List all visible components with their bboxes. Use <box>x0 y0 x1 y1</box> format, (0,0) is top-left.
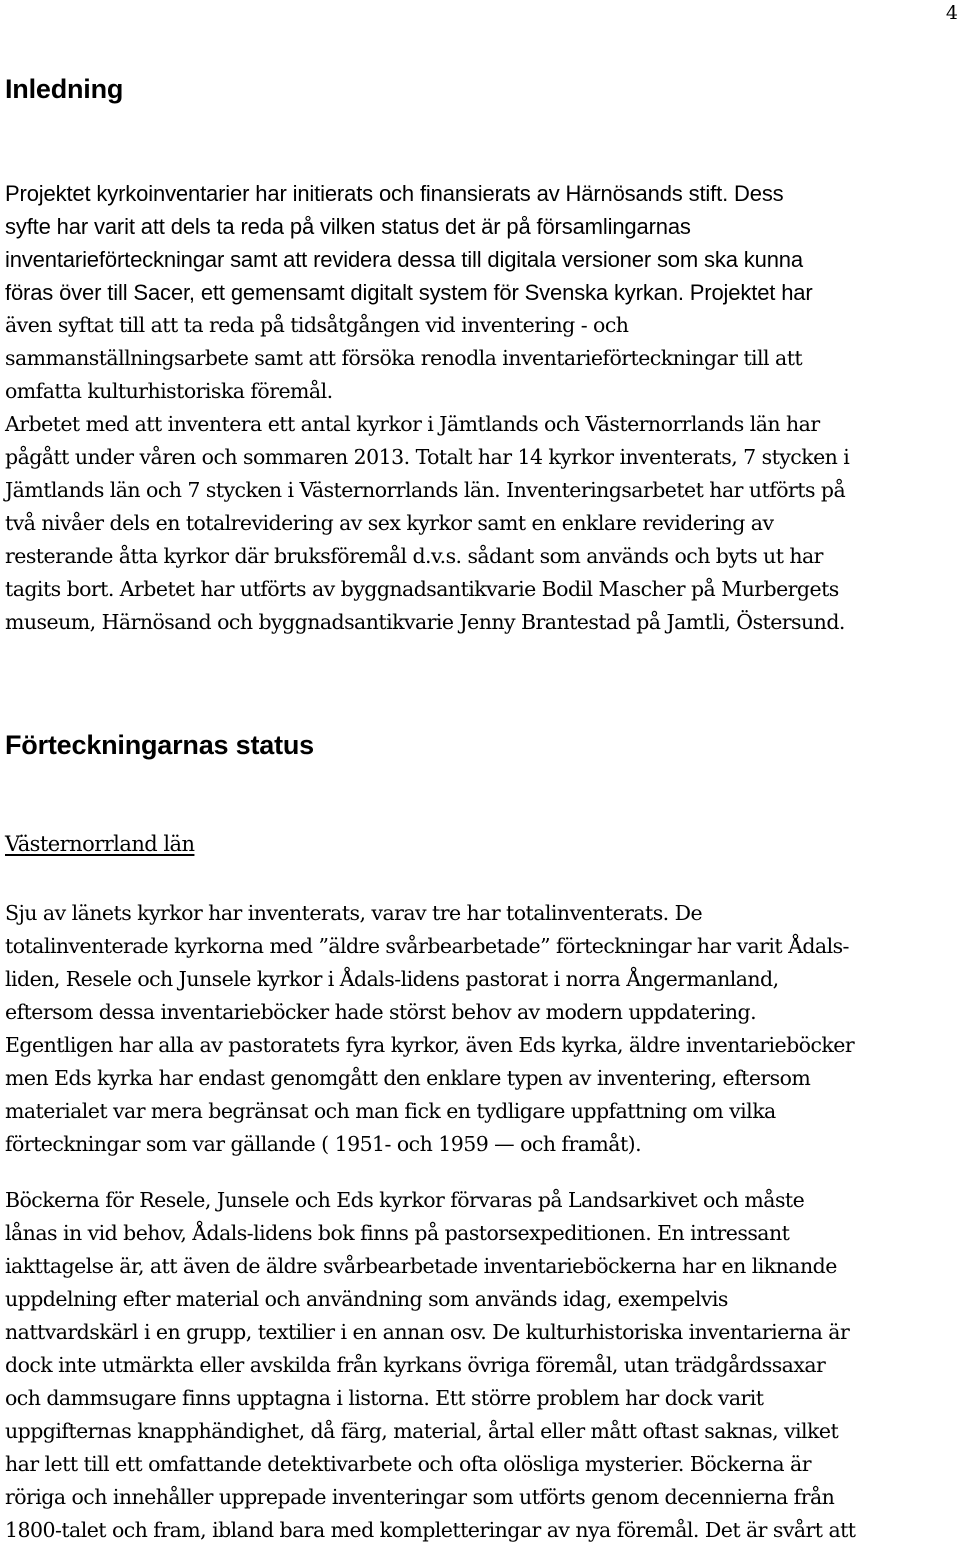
text-line: Projektet kyrkoinventarier har initierats och finansierats av Härnösands stift. Dess <box>5 181 784 206</box>
text-line: sammanställningsarbete samt att försöka renodla inventarieförteckningar till att <box>5 346 803 370</box>
text-line: liden, Resele och Junsele kyrkor i Ådals-lidens pastorat i norra Ångermanland, <box>5 967 779 991</box>
text-line: röriga och innehåller upprepade inventeringar som utförts genom decennierna från <box>5 1485 835 1509</box>
text-line: syfte har varit att dels ta reda på vilken status det är på församlingarnas <box>5 214 691 239</box>
text-line: eftersom dessa inventarieböcker hade störst behov av modern uppdatering. <box>5 1000 757 1024</box>
text-line: har lett till ett omfattande detektivarbete och ofta olösliga mysterier. Böckerna är <box>5 1452 811 1476</box>
text-line: Arbetet med att inventera ett antal kyrkor i Jämtlands och Västernorrlands län har <box>5 412 820 436</box>
status-paragraph-2 <box>5 1184 958 1547</box>
text-line: museum, Härnösand och byggnadsantikvarie Jenny Brantestad på Jamtli, Östersund. <box>5 610 845 634</box>
text-line: Böckerna för Resele, Junsele och Eds kyrkor förvaras på Landsarkivet och måste <box>5 1188 805 1212</box>
text-line: resterande åtta kyrkor där bruksföremål d.v.s. sådant som används och byts ut har <box>5 544 823 568</box>
text-line: pågått under våren och sommaren 2013. Totalt har 14 kyrkor inventerats, 7 stycken i <box>5 445 850 469</box>
introduction-heading: Inledning <box>5 74 124 104</box>
text-line: materialet var mera begränsat och man fick en tydligare uppfattning om vilka <box>5 1099 776 1123</box>
region-subheading: Västernorrland län <box>5 832 195 856</box>
introduction-paragraph <box>5 177 958 639</box>
text-line: omfatta kulturhistoriska föremål. <box>5 379 333 403</box>
text-line: uppgifternas knapphändighet, då färg, material, årtal eller mått oftast saknas, vilket <box>5 1419 839 1443</box>
text-line: tagits bort. Arbetet har utförts av byggnadsantikvarie Bodil Mascher på Murbergets <box>5 577 839 601</box>
text-line: två nivåer dels en totalrevidering av sex kyrkor samt en enklare revidering av <box>5 511 774 535</box>
text-line: totalinventerade kyrkorna med ”äldre svårbearbetade” förteckningar har varit Ådals- <box>5 934 849 958</box>
text-line: men Eds kyrka har endast genomgått den enklare typen av inventering, eftersom <box>5 1066 811 1090</box>
text-line: dock inte utmärkta eller avskilda från kyrkans övriga föremål, utan trädgårdssaxar <box>5 1353 826 1377</box>
text-line: Jämtlands län och 7 stycken i Västernorrlands län. Inventeringsarbetet har utförts på <box>5 478 846 502</box>
text-line: Egentligen har alla av pastoratets fyra kyrkor, även Eds kyrka, äldre inventarieböcker <box>5 1033 855 1057</box>
text-line: lånas in vid behov, Ådals-lidens bok finns på pastorsexpeditionen. En intressant <box>5 1221 790 1245</box>
status-paragraph-1 <box>5 897 958 1161</box>
text-line: nattvardskärl i en grupp, textilier i en annan osv. De kulturhistoriska inventarierna är <box>5 1320 850 1344</box>
text-line: även syftat till att ta reda på tidsåtgången vid inventering - och <box>5 313 629 337</box>
text-line: 1800-talet och fram, ibland bara med kompletteringar av nya föremål. Det är svårt att <box>5 1518 856 1542</box>
text-line: och dammsugare finns upptagna i listorna. Ett större problem har dock varit <box>5 1386 764 1410</box>
text-line: uppdelning efter material och användning som används idag, exempelvis <box>5 1287 728 1311</box>
text-line: inventarieförteckningar samt att revidera dessa till digitala versioner som ska kunna <box>5 247 803 272</box>
text-line: föras över till Sacer, ett gemensamt digitalt system för Svenska kyrkan. Projektet har <box>5 280 813 305</box>
text-line: iakttagelse är, att även de äldre svårbearbetade inventarieböckerna har en liknande <box>5 1254 837 1278</box>
page-number: 4 <box>945 2 958 24</box>
status-heading: Förteckningarnas status <box>5 730 314 760</box>
text-line: förteckningar som var gällande ( 1951- och 1959 — och framåt). <box>5 1132 642 1156</box>
text-line: Sju av länets kyrkor har inventerats, varav tre har totalinventerats. De <box>5 901 703 925</box>
